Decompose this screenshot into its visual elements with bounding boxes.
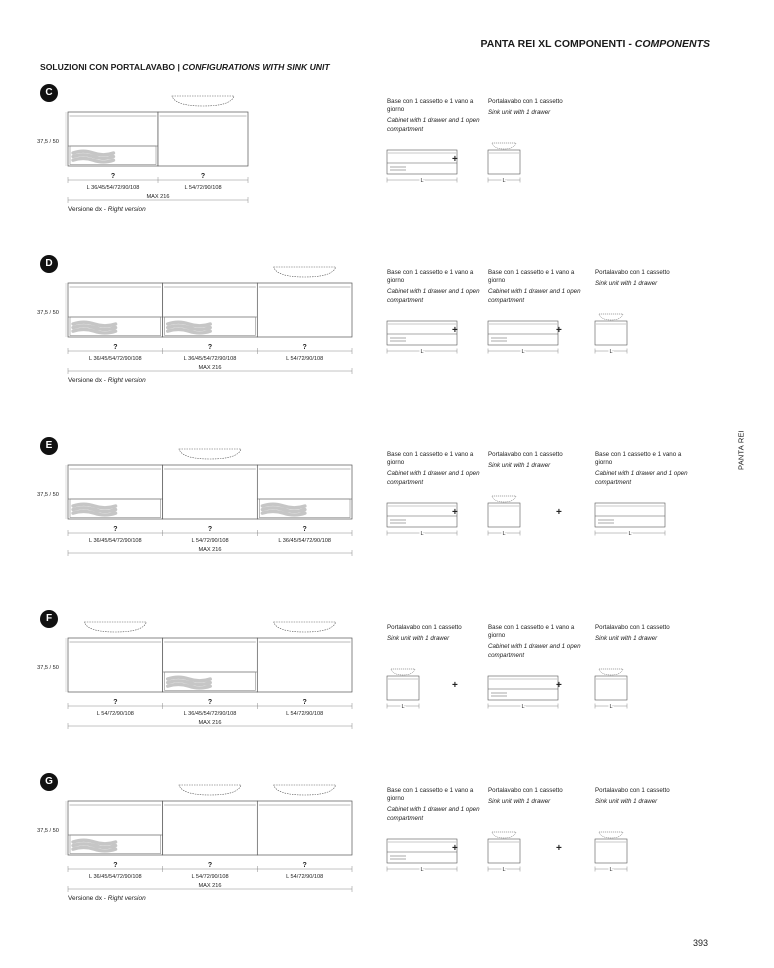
washbasin-outline [274,267,336,277]
configuration-f [0,610,774,770]
configuration-c [0,84,774,244]
plus-sign: + [452,325,458,336]
washbasin-outline [172,96,234,106]
module-width-options: L 36/45/54/72/90/108 [88,356,142,362]
width-symbol: L [401,704,405,710]
width-symbol: L [521,704,525,710]
module-width-options: L 54/72/90/108 [96,711,134,717]
elevation-drawing [30,437,390,587]
width-symbol: L [609,867,613,873]
width-symbol: L [628,531,632,537]
sink-unit-thumbnail [386,662,424,712]
cabinet-description: Base con 1 cassetto e 1 vano a giorno Cabinet with 1 drawer and 1 open compartment [387,269,480,304]
module-width-options: L 36/45/54/72/90/108 [183,711,237,717]
sink-unit-thumbnail [594,662,632,712]
cabinet-description: Base con 1 cassetto e 1 vano a giorno Cabinet with 1 drawer and 1 open compartment [488,624,581,659]
width-symbol: L [502,178,506,184]
height-label: 37,5 / 50 [37,139,59,145]
configuration-d [0,255,774,415]
washbasin-outline [179,449,241,459]
plus-sign: + [452,154,458,165]
sink-unit-description: Portalavabo con 1 cassetto Sink unit with 1 drawer [595,624,670,643]
configuration-letter-badge: D [40,255,58,273]
cabinet-thumbnail [386,489,462,539]
sink-unit-thumbnail [487,489,525,539]
version-label: Versione dx - Right version [68,377,146,384]
width-symbol: L [420,349,424,355]
base-module [163,283,258,337]
towel-illustration [73,151,114,162]
cabinet-thumbnail [386,307,462,357]
towel-illustration [168,677,211,688]
cabinet-description: Base con 1 cassetto e 1 vano a giorno Cabinet with 1 drawer and 1 open compartment [595,451,688,486]
plus-sign: + [556,507,562,518]
dimension-question-mark: ? [200,173,206,180]
page-number: 393 [692,938,708,948]
module-width-options: L 54/72/90/108 [191,874,229,880]
module-width-options: L 54/72/90/108 [184,185,222,191]
towel-illustration [73,840,116,851]
max-width-label: MAX 216 [198,547,222,553]
plus-sign: + [452,680,458,691]
towel-illustration [73,322,116,333]
configuration-e [0,437,774,597]
sink-module [68,638,163,692]
sink-unit-thumbnail [487,825,525,875]
sink-module [257,801,352,855]
sink-unit-thumbnail [487,136,525,186]
page-header-title: PANTA REI XL COMPONENTI - COMPONENTS [480,38,710,50]
elevation-drawing [30,610,390,760]
dimension-question-mark: ? [207,344,213,351]
plus-sign: + [452,507,458,518]
dimension-question-mark: ? [113,862,118,869]
module-width-options: L 54/72/90/108 [191,538,229,544]
sink-module [163,465,258,519]
configuration-g [0,773,774,933]
sink-unit-description: Portalavabo con 1 cassetto Sink unit with 1 drawer [387,624,462,643]
width-symbol: L [502,531,506,537]
module-width-options: L 54/72/90/108 [286,874,324,880]
max-width-label: MAX 216 [198,720,222,726]
section-title: SOLUZIONI CON PORTALAVABO | CONFIGURATIONS WITH SINK UNIT [40,62,330,72]
sink-unit-description: Portalavabo con 1 cassetto Sink unit with 1 drawer [488,451,563,470]
sink-module [163,801,258,855]
side-label: PANTA REI [736,430,746,470]
width-symbol: L [609,704,613,710]
module-width-options: L 54/72/90/108 [286,711,324,717]
dimension-question-mark: ? [302,344,307,351]
base-module [68,283,163,337]
cabinet-thumbnail [487,307,563,357]
sink-unit-description: Portalavabo con 1 cassetto Sink unit with 1 drawer [488,98,563,117]
dimension-question-mark: ? [207,699,213,706]
max-width-label: MAX 216 [198,365,222,371]
base-module [68,112,158,166]
height-label: 37,5 / 50 [37,492,59,498]
dimension-question-mark: ? [302,699,307,706]
sink-unit-description: Portalavabo con 1 cassetto Sink unit with 1 drawer [595,269,670,288]
sink-module [158,112,248,166]
max-width-label: MAX 216 [146,194,170,200]
washbasin-outline [84,622,146,632]
plus-sign: + [452,843,458,854]
washbasin-outline [274,785,336,795]
towel-illustration [262,504,305,515]
dimension-question-mark: ? [302,526,307,533]
sink-unit-thumbnail [594,825,632,875]
base-module [68,801,163,855]
cabinet-description: Base con 1 cassetto e 1 vano a giorno Cabinet with 1 drawer and 1 open compartment [387,787,480,822]
width-symbol: L [609,349,613,355]
height-label: 37,5 / 50 [37,828,59,834]
cabinet-description: Base con 1 cassetto e 1 vano a giorno Cabinet with 1 drawer and 1 open compartment [387,98,480,133]
sink-module [257,638,352,692]
configuration-letter-badge: G [40,773,58,791]
width-symbol: L [420,531,424,537]
base-module [163,638,258,692]
module-width-options: L 54/72/90/108 [286,356,324,362]
height-label: 37,5 / 50 [37,310,59,316]
max-width-label: MAX 216 [198,883,222,889]
towel-illustration [73,504,116,515]
towel-illustration [168,322,211,333]
sink-unit-description: Portalavabo con 1 cassetto Sink unit with 1 drawer [488,787,563,806]
sink-module [257,283,352,337]
module-width-options: L 36/45/54/72/90/108 [88,538,142,544]
plus-sign: + [556,325,562,336]
version-label: Versione dx - Right version [68,206,146,213]
plus-sign: + [556,843,562,854]
cabinet-thumbnail [386,136,462,186]
dimension-question-mark: ? [302,862,307,869]
module-width-options: L 36/45/54/72/90/108 [278,538,332,544]
width-symbol: L [521,349,525,355]
cabinet-description: Base con 1 cassetto e 1 vano a giorno Cabinet with 1 drawer and 1 open compartment [488,269,581,304]
version-label: Versione dx - Right version [68,895,146,902]
module-width-options: L 36/45/54/72/90/108 [183,356,237,362]
cabinet-thumbnail [386,825,462,875]
module-width-options: L 36/45/54/72/90/108 [88,874,142,880]
sink-unit-thumbnail [594,307,632,357]
dimension-question-mark: ? [113,699,118,706]
base-module [68,465,163,519]
width-symbol: L [502,867,506,873]
dimension-question-mark: ? [113,344,118,351]
cabinet-description: Base con 1 cassetto e 1 vano a giorno Cabinet with 1 drawer and 1 open compartment [387,451,480,486]
width-symbol: L [420,867,424,873]
configuration-letter-badge: C [40,84,58,102]
dimension-question-mark: ? [110,173,116,180]
configuration-letter-badge: F [40,610,58,628]
module-width-options: L 36/45/54/72/90/108 [86,185,140,191]
dimension-question-mark: ? [113,526,118,533]
cabinet-thumbnail [594,489,670,539]
plus-sign: + [556,680,562,691]
height-label: 37,5 / 50 [37,665,59,671]
dimension-question-mark: ? [207,526,213,533]
width-symbol: L [420,178,424,184]
configuration-letter-badge: E [40,437,58,455]
washbasin-outline [179,785,241,795]
dimension-question-mark: ? [207,862,213,869]
sink-unit-description: Portalavabo con 1 cassetto Sink unit with 1 drawer [595,787,670,806]
base-module [257,465,352,519]
washbasin-outline [274,622,336,632]
cabinet-thumbnail [487,662,563,712]
